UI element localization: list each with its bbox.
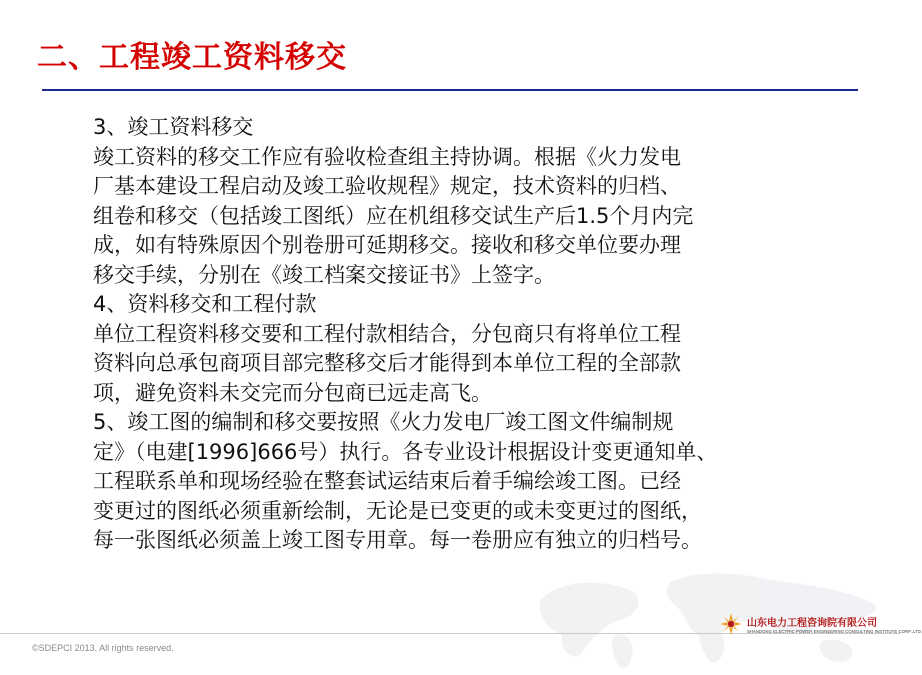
slide-title: 二、工程竣工资料移交 [37, 40, 347, 75]
section-heading-5: 5、竣工图的编制和移交要按照《火力发电厂竣工图文件编制规 [93, 410, 674, 434]
body-line: 竣工资料的移交工作应有验收检查组主持协调。根据《火力发电 [93, 144, 681, 169]
body-line: 组卷和移交（包括竣工图纸）应在机组移交试生产后1.5个月内完 [93, 203, 694, 228]
body-line: 定》（电建[1996]666号）执行。各专业设计根据设计变更通知单、 [93, 439, 718, 464]
section-heading-4: 4、资料移交和工程付款 [93, 292, 317, 316]
body-line: 成，如有特殊原因个别卷册可延期移交。接收和移交单位要办理 [93, 233, 681, 257]
body-line: 每一张图纸必须盖上竣工图专用章。每一卷册应有独立的归档号。 [93, 528, 702, 552]
body-line: 资料向总承包商项目部完整移交后才能得到本单位工程的全部款 [93, 351, 681, 375]
company-name: 山东电力工程咨询院有限公司 [747, 618, 877, 629]
section-heading-3: 3、竣工资料移交 [93, 115, 254, 139]
company-name-en: SHANDONG ELECTRIC POWER ENGINEERING CONSULTING INSTITUTE CORP.,LTD. [747, 629, 922, 634]
body-line: 工程联系单和现场经验在整套试运结束后着手编绘竣工图。已经 [93, 469, 681, 493]
title-divider [42, 89, 858, 91]
company-emblem-icon [719, 612, 743, 636]
company-logo [719, 612, 922, 636]
body-line: 变更过的图纸必须重新绘制，无论是已变更的或未变更过的图纸， [93, 498, 702, 523]
copyright-notice: ©SDEPCI 2013. All rights reserved. [32, 643, 174, 653]
slide-body [93, 113, 823, 556]
body-line: 厂基本建设工程启动及竣工验收规程》规定，技术资料的归档、 [93, 174, 681, 198]
body-line: 项，避免资料未交完而分包商已远走高飞。 [93, 380, 492, 405]
body-line: 移交手续，分别在《竣工档案交接证书》上签字。 [93, 262, 555, 287]
body-line: 单位工程资料移交要和工程付款相结合，分包商只有将单位工程 [93, 321, 681, 346]
